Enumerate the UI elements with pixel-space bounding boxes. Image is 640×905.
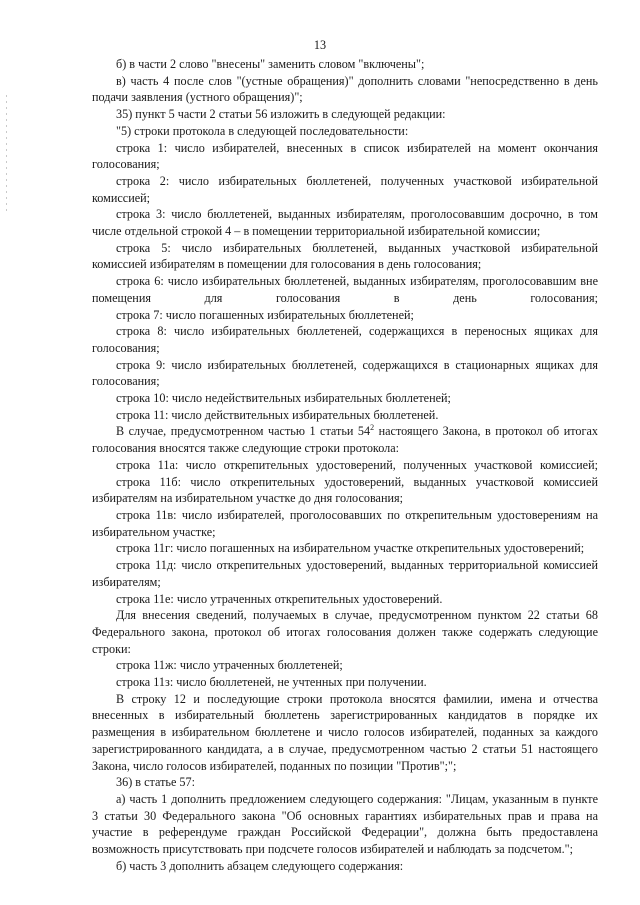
scan-edge-marks [6, 95, 7, 215]
paragraph: в) часть 4 после слов "(устные обращения)" дополнить словами "непосредственно в день подачи заявления (устного обращения)"; [92, 73, 598, 105]
paragraph: строка 5: число избирательных бюллетеней, выданных участковой избирательной комиссией избирателям в помещении для голосования в день голосования; [92, 240, 598, 272]
paragraph: строка 11г: число погашенных на избирательном участке открепительных удостоверений; [116, 541, 585, 556]
paragraph [92, 423, 598, 456]
paragraph: строка 2: число избирательных бюллетеней, полученных участковой избирательной комиссией; [92, 173, 598, 205]
paragraph: строка 3: число бюллетеней, выданных избирателям, проголосовавшим досрочно, в том числе отдельной строкой 4 – в помещении территориальной избирательной комиссии; [92, 207, 598, 239]
paragraph: 36) в статье 57: [116, 775, 195, 790]
paragraph: строка 11в: число избирателей, проголосовавших по открепительным удостоверениям на избирательном участке; [92, 507, 598, 539]
paragraph: строка 8: число избирательных бюллетеней, содержащихся в переносных ящиках для голосования; [92, 324, 598, 355]
paragraph: а) часть 1 дополнить предложением следующего содержания: "Лицам, указанным в пункте 3 статьи 30 Федерального закона "Об основных гарантиях избирательных прав и права на участие в референдуме граждан Российской Федерации", должна быть предоставлена возможность присутствовать при подсчете голосов избирателей и наблюдать за подсчетом."; [92, 791, 598, 857]
paragraph: б) в части 2 слово "внесены" заменить словом "включены"; [116, 57, 425, 71]
paragraph: строка 11ж: число утраченных бюллетеней; [116, 658, 343, 673]
paragraph-text: В случае, предусмотренном частью 1 статьи 54 [116, 424, 371, 439]
paragraph: строка 7: число погашенных избирательных бюллетеней; [116, 307, 414, 322]
paragraph: строка 11: число действительных избирательных бюллетеней. [116, 407, 439, 422]
paragraph: строка 9: число избирательных бюллетеней, содержащихся в стационарных ящиках для голосования; [92, 357, 598, 389]
paragraph: 35) пункт 5 части 2 статьи 56 изложить в следующей редакции: [116, 107, 446, 122]
paragraph: строка 11а: число открепительных удостоверений, полученных участковой комиссией; [116, 457, 598, 472]
paragraph: строка 6: число избирательных бюллетеней, выданных избирателям, проголосовавшим вне помещения для голосования в день голосования; [92, 274, 598, 305]
paragraph: б) часть 3 дополнить абзацем следующего содержания: [116, 858, 404, 873]
paragraph: Для внесения сведений, получаемых в случае, предусмотренном пунктом 22 статьи 68 Федерального закона, протокол об итогах голосования должен также содержать следующие строки: [92, 608, 598, 656]
paragraph: строка 11е: число утраченных открепительных удостоверений. [116, 591, 443, 606]
paragraph: строка 1: число избирателей, внесенных в список избирателей на момент окончания голосования; [92, 140, 598, 172]
paragraph: строка 11з: число бюллетеней, не учтенных при получении. [116, 675, 427, 690]
paragraph: В строку 12 и последующие строки протокола вносятся фамилии, имена и отчества внесенных в избирательный бюллетень зарегистрированных кандидатов в порядке их размещения в избирательном бюллетене и число голосов избирателей, поданных за каждого зарегистрированного кандидата, а в случае, предусмотренном частью 2 статьи 51 настоящего Закона, число голосов избирателей, поданных по позиции "Против";"; [92, 691, 598, 773]
paragraph: строка 11д: число открепительных удостоверений, выданных территориальной комиссией избирателям; [92, 558, 598, 589]
paragraph: строка 11б: число открепительных удостоверений, выданных участковой комиссией избирателям на избирательном участке до дня голосования; [92, 474, 598, 506]
superscript: 2 [370, 423, 375, 433]
paragraph: "5) строки протокола в следующей последовательности: [116, 123, 409, 138]
paragraph: строка 10: число недействительных избирательных бюллетеней; [116, 391, 451, 406]
page-number: 13 [313, 38, 327, 52]
document-body [92, 56, 598, 874]
paragraph-text: настоящего Закона, в протокол об итогах голосования вносятся также следующие строки протокола: [92, 424, 598, 456]
